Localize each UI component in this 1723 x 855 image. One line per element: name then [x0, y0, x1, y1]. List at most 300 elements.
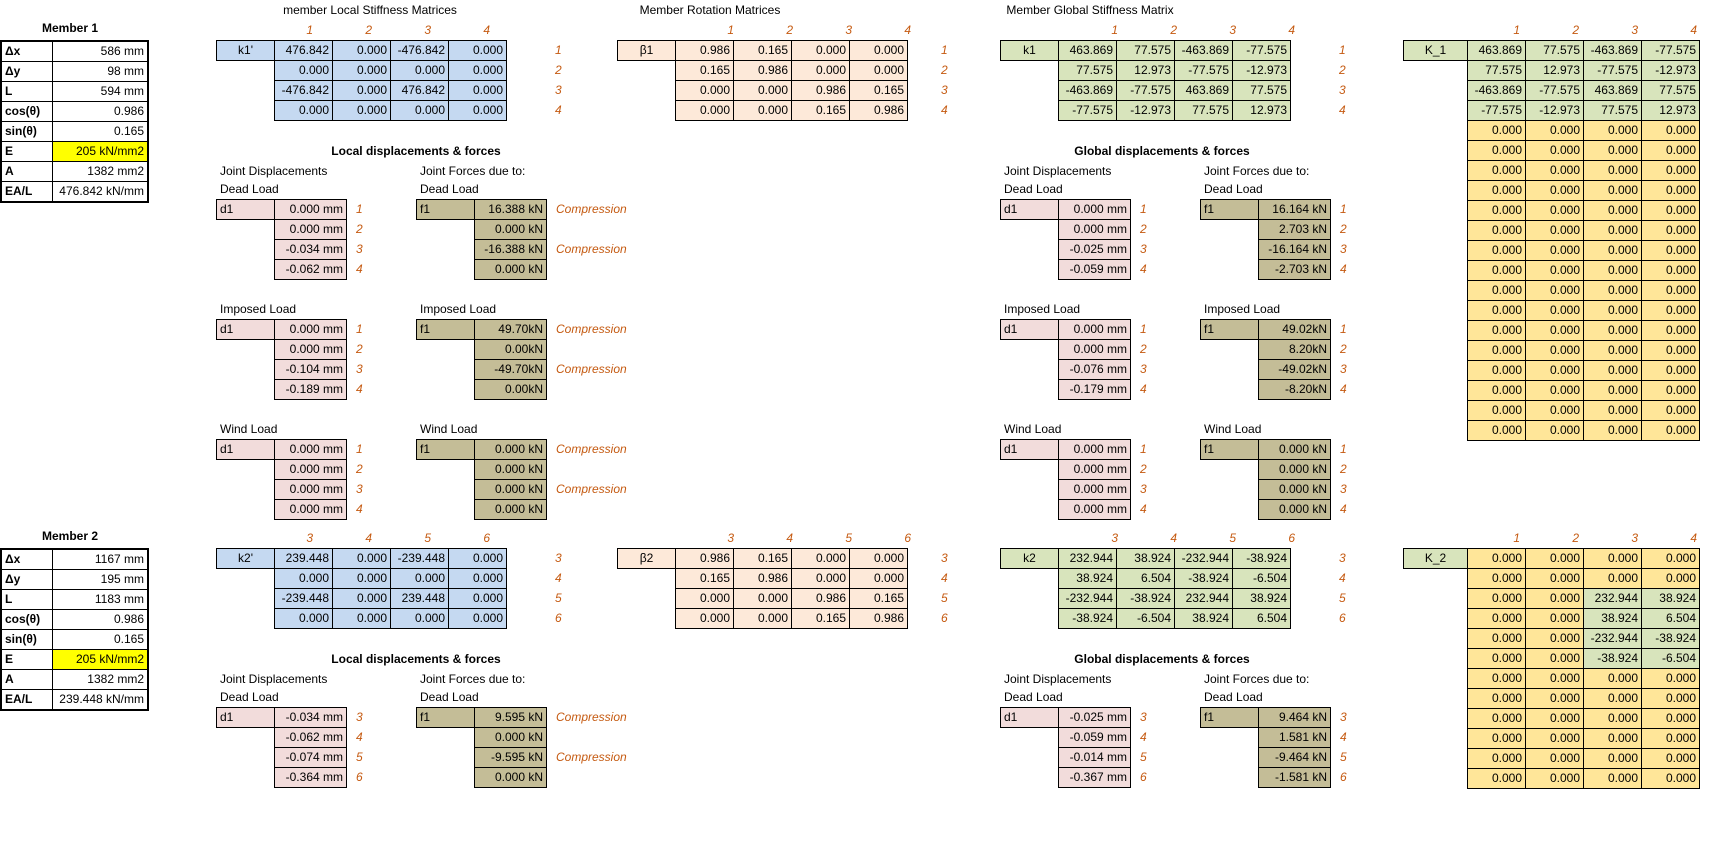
vector-cell[interactable]: -0.059 mm [1059, 260, 1131, 280]
property-name[interactable]: E [1, 650, 53, 670]
empty-cell[interactable] [217, 569, 275, 589]
empty-cell[interactable] [1001, 569, 1059, 589]
empty-cell[interactable] [417, 728, 475, 748]
empty-cell[interactable] [1404, 401, 1468, 421]
empty-cell[interactable] [417, 380, 475, 400]
empty-cell[interactable] [1001, 589, 1059, 609]
empty-cell[interactable] [1404, 649, 1468, 669]
matrix-cell[interactable]: 0.000 [1526, 589, 1584, 609]
matrix-cell[interactable]: 0.000 [1526, 341, 1584, 361]
empty-cell[interactable] [217, 61, 275, 81]
matrix-cell[interactable]: 38.924 [1584, 609, 1642, 629]
matrix-cell[interactable]: -239.448 [391, 549, 449, 569]
matrix-cell[interactable]: 0.000 [1526, 401, 1584, 421]
matrix-cell[interactable]: 0.000 [1642, 201, 1700, 221]
property-value[interactable]: 1183 mm [53, 590, 149, 610]
vector-cell[interactable]: 0.000 mm [1059, 480, 1131, 500]
property-name[interactable]: sin(θ) [1, 630, 53, 650]
property-name[interactable]: cos(θ) [1, 610, 53, 630]
matrix-cell[interactable]: -12.973 [1642, 61, 1700, 81]
matrix-cell[interactable]: 0.000 [1468, 609, 1526, 629]
vector-cell[interactable]: 0.000 kN [475, 500, 547, 520]
vector-label-cell[interactable]: d1 [1001, 708, 1059, 728]
matrix-cell[interactable]: -38.924 [1642, 629, 1700, 649]
empty-cell[interactable] [217, 589, 275, 609]
property-name[interactable]: EA/L [1, 182, 53, 203]
matrix-cell[interactable]: 0.000 [1468, 261, 1526, 281]
vector-cell[interactable]: -9.464 kN [1259, 748, 1331, 768]
matrix-cell[interactable]: 0.165 [734, 549, 792, 569]
matrix-cell[interactable]: 0.000 [1468, 181, 1526, 201]
vector-cell[interactable]: -0.059 mm [1059, 728, 1131, 748]
vector-cell[interactable]: 0.000 kN [475, 220, 547, 240]
empty-cell[interactable] [1404, 421, 1468, 441]
matrix-cell[interactable]: 0.000 [1584, 201, 1642, 221]
empty-cell[interactable] [1001, 220, 1059, 240]
empty-cell[interactable] [1001, 360, 1059, 380]
vector-label-cell[interactable]: f1 [1201, 320, 1259, 340]
matrix-cell[interactable]: 0.000 [1642, 321, 1700, 341]
empty-cell[interactable] [417, 748, 475, 768]
empty-cell[interactable] [217, 768, 275, 788]
empty-cell[interactable] [1201, 728, 1259, 748]
matrix-cell[interactable]: 0.000 [1584, 709, 1642, 729]
empty-cell[interactable] [618, 569, 676, 589]
matrix-label-cell[interactable]: K_2 [1404, 549, 1468, 569]
matrix-cell[interactable]: -38.924 [1117, 589, 1175, 609]
matrix-cell[interactable]: 232.944 [1584, 589, 1642, 609]
empty-cell[interactable] [1404, 201, 1468, 221]
matrix-label-cell[interactable]: β1 [618, 41, 676, 61]
empty-cell[interactable] [217, 728, 275, 748]
matrix-cell[interactable]: 0.000 [1584, 381, 1642, 401]
property-name[interactable]: E [1, 142, 53, 162]
matrix-cell[interactable]: 232.944 [1175, 589, 1233, 609]
matrix-cell[interactable]: 0.000 [1468, 769, 1526, 789]
matrix-cell[interactable]: 0.000 [1468, 341, 1526, 361]
matrix-cell[interactable]: 0.000 [850, 61, 908, 81]
matrix-cell[interactable]: 0.165 [676, 61, 734, 81]
vector-label-cell[interactable]: d1 [217, 320, 275, 340]
empty-cell[interactable] [1404, 81, 1468, 101]
matrix-cell[interactable]: -6.504 [1233, 569, 1291, 589]
vector-cell[interactable]: 0.000 mm [275, 460, 347, 480]
matrix-cell[interactable]: 0.000 [792, 61, 850, 81]
matrix-cell[interactable]: 0.000 [449, 61, 507, 81]
property-value[interactable]: 0.986 [53, 102, 149, 122]
vector-cell[interactable]: 8.20kN [1259, 340, 1331, 360]
matrix-cell[interactable]: -463.869 [1468, 81, 1526, 101]
matrix-cell[interactable]: 38.924 [1059, 569, 1117, 589]
matrix-cell[interactable]: -239.448 [275, 589, 333, 609]
vector-cell[interactable]: 0.000 kN [1259, 440, 1331, 460]
property-name[interactable]: Δy [1, 570, 53, 590]
matrix-cell[interactable]: 0.165 [792, 101, 850, 121]
vector-label-cell[interactable]: f1 [417, 200, 475, 220]
empty-cell[interactable] [417, 480, 475, 500]
matrix-cell[interactable]: 0.000 [1468, 749, 1526, 769]
matrix-cell[interactable]: 0.000 [1526, 181, 1584, 201]
matrix-cell[interactable]: 0.000 [1526, 241, 1584, 261]
matrix-cell[interactable]: 0.000 [1468, 401, 1526, 421]
vector-cell[interactable]: 0.000 mm [275, 220, 347, 240]
empty-cell[interactable] [217, 101, 275, 121]
empty-cell[interactable] [1404, 181, 1468, 201]
empty-cell[interactable] [217, 609, 275, 629]
matrix-cell[interactable]: 0.000 [1526, 121, 1584, 141]
matrix-cell[interactable]: 0.000 [1526, 361, 1584, 381]
matrix-cell[interactable]: 0.000 [1468, 649, 1526, 669]
vector-cell[interactable]: 0.000 mm [1059, 320, 1131, 340]
matrix-cell[interactable]: 0.000 [333, 41, 391, 61]
matrix-cell[interactable]: 0.000 [1584, 361, 1642, 381]
matrix-cell[interactable]: 0.000 [734, 101, 792, 121]
matrix-cell[interactable]: -12.973 [1526, 101, 1584, 121]
matrix-cell[interactable]: 0.000 [1526, 221, 1584, 241]
matrix-cell[interactable]: 0.000 [1526, 201, 1584, 221]
matrix-cell[interactable]: 0.000 [734, 609, 792, 629]
matrix-cell[interactable]: 0.000 [1468, 669, 1526, 689]
matrix-cell[interactable]: 0.000 [1642, 549, 1700, 569]
vector-cell[interactable]: -0.062 mm [275, 260, 347, 280]
empty-cell[interactable] [1404, 381, 1468, 401]
matrix-cell[interactable]: 0.000 [1526, 649, 1584, 669]
matrix-cell[interactable]: -38.924 [1233, 549, 1291, 569]
matrix-cell[interactable]: 0.000 [850, 549, 908, 569]
matrix-cell[interactable]: 0.000 [1468, 729, 1526, 749]
matrix-cell[interactable]: 0.000 [1526, 689, 1584, 709]
matrix-label-cell[interactable]: k1' [217, 41, 275, 61]
matrix-cell[interactable]: -77.575 [1584, 61, 1642, 81]
vector-cell[interactable]: 9.464 kN [1259, 708, 1331, 728]
matrix-cell[interactable]: 0.000 [449, 609, 507, 629]
vector-cell[interactable]: -49.70kN [475, 360, 547, 380]
empty-cell[interactable] [1001, 260, 1059, 280]
empty-cell[interactable] [217, 220, 275, 240]
vector-cell[interactable]: 0.000 mm [275, 500, 347, 520]
empty-cell[interactable] [1404, 629, 1468, 649]
empty-cell[interactable] [618, 61, 676, 81]
matrix-cell[interactable]: 0.000 [1468, 301, 1526, 321]
matrix-cell[interactable]: 232.944 [1059, 549, 1117, 569]
matrix-cell[interactable]: -77.575 [1526, 81, 1584, 101]
empty-cell[interactable] [1404, 261, 1468, 281]
vector-cell[interactable]: 2.703 kN [1259, 220, 1331, 240]
vector-cell[interactable]: -16.164 kN [1259, 240, 1331, 260]
matrix-cell[interactable]: 0.000 [1468, 381, 1526, 401]
property-name[interactable]: Δx [1, 549, 53, 570]
empty-cell[interactable] [217, 480, 275, 500]
matrix-cell[interactable]: -77.575 [1468, 101, 1526, 121]
matrix-cell[interactable]: 0.000 [1468, 161, 1526, 181]
vector-cell[interactable]: -0.179 mm [1059, 380, 1131, 400]
matrix-cell[interactable]: 0.000 [391, 61, 449, 81]
empty-cell[interactable] [217, 380, 275, 400]
matrix-cell[interactable]: 38.924 [1117, 549, 1175, 569]
empty-cell[interactable] [618, 609, 676, 629]
matrix-cell[interactable]: -38.924 [1584, 649, 1642, 669]
empty-cell[interactable] [1404, 341, 1468, 361]
empty-cell[interactable] [1201, 380, 1259, 400]
matrix-cell[interactable]: 0.000 [734, 81, 792, 101]
vector-cell[interactable]: 0.000 mm [275, 320, 347, 340]
property-value[interactable]: 0.165 [53, 630, 149, 650]
empty-cell[interactable] [217, 340, 275, 360]
property-value[interactable]: 205 kN/mm2 [53, 142, 149, 162]
matrix-cell[interactable]: 0.000 [1526, 769, 1584, 789]
matrix-cell[interactable]: 0.000 [1642, 241, 1700, 261]
empty-cell[interactable] [417, 340, 475, 360]
matrix-cell[interactable]: 0.000 [333, 61, 391, 81]
matrix-cell[interactable]: 0.000 [275, 101, 333, 121]
matrix-cell[interactable]: -463.869 [1059, 81, 1117, 101]
property-name[interactable]: L [1, 590, 53, 610]
matrix-cell[interactable]: 77.575 [1059, 61, 1117, 81]
matrix-cell[interactable]: 0.000 [1642, 769, 1700, 789]
vector-cell[interactable]: 1.581 kN [1259, 728, 1331, 748]
property-value[interactable]: 586 mm [53, 41, 149, 62]
empty-cell[interactable] [1404, 609, 1468, 629]
matrix-cell[interactable]: 77.575 [1117, 41, 1175, 61]
matrix-cell[interactable]: 0.000 [1526, 321, 1584, 341]
vector-cell[interactable]: 16.164 kN [1259, 200, 1331, 220]
property-name[interactable]: cos(θ) [1, 102, 53, 122]
vector-cell[interactable]: 0.000 kN [1259, 480, 1331, 500]
matrix-cell[interactable]: 0.000 [676, 81, 734, 101]
matrix-cell[interactable]: 77.575 [1468, 61, 1526, 81]
matrix-cell[interactable]: 0.000 [792, 569, 850, 589]
empty-cell[interactable] [1201, 500, 1259, 520]
vector-label-cell[interactable]: f1 [417, 440, 475, 460]
vector-cell[interactable]: -9.595 kN [475, 748, 547, 768]
matrix-cell[interactable]: 0.000 [1526, 709, 1584, 729]
vector-cell[interactable]: 49.70kN [475, 320, 547, 340]
matrix-cell[interactable]: 0.000 [1468, 201, 1526, 221]
matrix-cell[interactable]: 0.000 [1468, 221, 1526, 241]
vector-label-cell[interactable]: d1 [217, 708, 275, 728]
vector-cell[interactable]: 0.000 mm [1059, 460, 1131, 480]
matrix-cell[interactable]: 0.000 [1584, 421, 1642, 441]
vector-cell[interactable]: 0.000 mm [1059, 500, 1131, 520]
matrix-cell[interactable]: 0.000 [1642, 381, 1700, 401]
property-value[interactable]: 1167 mm [53, 549, 149, 570]
empty-cell[interactable] [417, 240, 475, 260]
matrix-cell[interactable]: 0.000 [850, 41, 908, 61]
empty-cell[interactable] [1201, 240, 1259, 260]
empty-cell[interactable] [618, 101, 676, 121]
matrix-cell[interactable]: 0.000 [449, 549, 507, 569]
empty-cell[interactable] [1201, 460, 1259, 480]
matrix-cell[interactable]: 77.575 [1175, 101, 1233, 121]
matrix-label-cell[interactable]: k2 [1001, 549, 1059, 569]
matrix-cell[interactable]: 0.986 [676, 41, 734, 61]
matrix-cell[interactable]: -6.504 [1642, 649, 1700, 669]
vector-cell[interactable]: 0.000 kN [475, 460, 547, 480]
vector-cell[interactable]: -1.581 kN [1259, 768, 1331, 788]
vector-cell[interactable]: -0.076 mm [1059, 360, 1131, 380]
matrix-cell[interactable]: 0.000 [1468, 361, 1526, 381]
matrix-cell[interactable]: 0.000 [333, 101, 391, 121]
matrix-cell[interactable]: 0.000 [1526, 609, 1584, 629]
matrix-cell[interactable]: 0.000 [1584, 769, 1642, 789]
matrix-cell[interactable]: 463.869 [1584, 81, 1642, 101]
vector-cell[interactable]: -0.014 mm [1059, 748, 1131, 768]
matrix-cell[interactable]: 0.000 [1584, 729, 1642, 749]
empty-cell[interactable] [1404, 301, 1468, 321]
property-value[interactable]: 0.986 [53, 610, 149, 630]
matrix-cell[interactable]: 0.000 [1642, 669, 1700, 689]
empty-cell[interactable] [1201, 360, 1259, 380]
empty-cell[interactable] [417, 500, 475, 520]
matrix-cell[interactable]: 77.575 [1642, 81, 1700, 101]
matrix-cell[interactable]: 38.924 [1642, 589, 1700, 609]
property-value[interactable]: 195 mm [53, 570, 149, 590]
matrix-cell[interactable]: 0.000 [333, 81, 391, 101]
matrix-cell[interactable]: -38.924 [1175, 569, 1233, 589]
matrix-cell[interactable]: 0.000 [1642, 709, 1700, 729]
vector-cell[interactable]: 0.000 kN [475, 768, 547, 788]
matrix-cell[interactable]: 0.986 [792, 589, 850, 609]
vector-label-cell[interactable]: d1 [1001, 200, 1059, 220]
vector-cell[interactable]: 0.000 mm [1059, 220, 1131, 240]
matrix-cell[interactable]: 0.165 [676, 569, 734, 589]
matrix-cell[interactable]: 0.000 [1468, 241, 1526, 261]
empty-cell[interactable] [1404, 221, 1468, 241]
matrix-cell[interactable]: -12.973 [1117, 101, 1175, 121]
matrix-cell[interactable]: 0.000 [792, 549, 850, 569]
matrix-cell[interactable]: 239.448 [275, 549, 333, 569]
matrix-cell[interactable]: 0.000 [1584, 221, 1642, 241]
matrix-cell[interactable]: 0.000 [1584, 121, 1642, 141]
matrix-cell[interactable]: 38.924 [1233, 589, 1291, 609]
matrix-cell[interactable]: 0.000 [1584, 689, 1642, 709]
property-name[interactable]: L [1, 82, 53, 102]
empty-cell[interactable] [417, 220, 475, 240]
property-value[interactable]: 0.165 [53, 122, 149, 142]
vector-cell[interactable]: 0.000 mm [1059, 200, 1131, 220]
property-value[interactable]: 205 kN/mm2 [53, 650, 149, 670]
matrix-cell[interactable]: 6.504 [1642, 609, 1700, 629]
empty-cell[interactable] [1001, 500, 1059, 520]
matrix-cell[interactable]: 0.000 [1642, 569, 1700, 589]
matrix-cell[interactable]: 0.986 [792, 81, 850, 101]
matrix-cell[interactable]: 0.000 [1526, 421, 1584, 441]
matrix-cell[interactable]: 0.000 [275, 61, 333, 81]
matrix-cell[interactable]: 0.000 [1468, 421, 1526, 441]
matrix-cell[interactable]: -77.575 [1233, 41, 1291, 61]
matrix-cell[interactable]: -77.575 [1175, 61, 1233, 81]
matrix-label-cell[interactable]: K_1 [1404, 41, 1468, 61]
matrix-cell[interactable]: 0.000 [1642, 749, 1700, 769]
empty-cell[interactable] [1404, 769, 1468, 789]
property-value[interactable]: 594 mm [53, 82, 149, 102]
property-name[interactable]: Δy [1, 62, 53, 82]
empty-cell[interactable] [1404, 321, 1468, 341]
property-name[interactable]: A [1, 162, 53, 182]
matrix-cell[interactable]: 0.000 [449, 81, 507, 101]
vector-cell[interactable]: 0.000 kN [1259, 460, 1331, 480]
vector-label-cell[interactable]: d1 [1001, 440, 1059, 460]
matrix-cell[interactable]: 0.000 [1584, 749, 1642, 769]
empty-cell[interactable] [1001, 609, 1059, 629]
matrix-cell[interactable]: 77.575 [1233, 81, 1291, 101]
vector-label-cell[interactable]: d1 [217, 440, 275, 460]
matrix-cell[interactable]: 0.000 [1468, 569, 1526, 589]
matrix-cell[interactable]: 0.000 [1584, 241, 1642, 261]
empty-cell[interactable] [1001, 728, 1059, 748]
matrix-cell[interactable]: 0.000 [1642, 729, 1700, 749]
matrix-cell[interactable]: 0.986 [676, 549, 734, 569]
vector-cell[interactable]: -0.034 mm [275, 708, 347, 728]
matrix-cell[interactable]: 0.000 [1584, 141, 1642, 161]
matrix-cell[interactable]: 0.000 [333, 609, 391, 629]
matrix-cell[interactable]: 0.000 [1642, 221, 1700, 241]
empty-cell[interactable] [1001, 460, 1059, 480]
matrix-cell[interactable]: 0.000 [275, 609, 333, 629]
matrix-cell[interactable]: 0.000 [1642, 181, 1700, 201]
empty-cell[interactable] [1201, 220, 1259, 240]
vector-cell[interactable]: 0.000 kN [1259, 500, 1331, 520]
matrix-cell[interactable]: 0.000 [850, 569, 908, 589]
empty-cell[interactable] [217, 500, 275, 520]
empty-cell[interactable] [1001, 480, 1059, 500]
matrix-cell[interactable]: 0.000 [1526, 629, 1584, 649]
vector-cell[interactable]: -0.104 mm [275, 360, 347, 380]
vector-cell[interactable]: -8.20kN [1259, 380, 1331, 400]
empty-cell[interactable] [1201, 480, 1259, 500]
empty-cell[interactable] [1201, 768, 1259, 788]
matrix-cell[interactable]: 0.000 [1468, 629, 1526, 649]
empty-cell[interactable] [1404, 729, 1468, 749]
vector-cell[interactable]: 0.000 kN [475, 480, 547, 500]
vector-label-cell[interactable]: d1 [217, 200, 275, 220]
matrix-cell[interactable]: 0.000 [1584, 569, 1642, 589]
matrix-cell[interactable]: 0.000 [676, 101, 734, 121]
matrix-cell[interactable]: -38.924 [1059, 609, 1117, 629]
empty-cell[interactable] [1404, 141, 1468, 161]
empty-cell[interactable] [217, 240, 275, 260]
empty-cell[interactable] [1404, 709, 1468, 729]
empty-cell[interactable] [217, 460, 275, 480]
empty-cell[interactable] [217, 260, 275, 280]
matrix-cell[interactable]: 0.000 [1526, 161, 1584, 181]
empty-cell[interactable] [1001, 380, 1059, 400]
matrix-cell[interactable]: 0.986 [850, 609, 908, 629]
empty-cell[interactable] [1404, 669, 1468, 689]
empty-cell[interactable] [217, 748, 275, 768]
matrix-cell[interactable]: 0.000 [449, 589, 507, 609]
matrix-cell[interactable]: 0.000 [1642, 141, 1700, 161]
vector-cell[interactable]: 0.000 kN [475, 260, 547, 280]
vector-cell[interactable]: -2.703 kN [1259, 260, 1331, 280]
matrix-cell[interactable]: 0.000 [1584, 281, 1642, 301]
matrix-cell[interactable]: 6.504 [1233, 609, 1291, 629]
matrix-cell[interactable]: 0.000 [333, 569, 391, 589]
matrix-cell[interactable]: -463.869 [1584, 41, 1642, 61]
matrix-cell[interactable]: 476.842 [275, 41, 333, 61]
vector-cell[interactable]: 0.000 kN [475, 440, 547, 460]
matrix-cell[interactable]: 0.165 [850, 589, 908, 609]
matrix-cell[interactable]: 0.165 [850, 81, 908, 101]
matrix-cell[interactable]: 0.000 [1526, 141, 1584, 161]
matrix-cell[interactable]: 0.000 [1584, 301, 1642, 321]
matrix-cell[interactable]: 0.000 [1468, 709, 1526, 729]
vector-cell[interactable]: 0.000 kN [475, 728, 547, 748]
empty-cell[interactable] [1404, 281, 1468, 301]
property-value[interactable]: 239.448 kN/mm [53, 690, 149, 711]
matrix-cell[interactable]: -232.944 [1584, 629, 1642, 649]
matrix-cell[interactable]: 239.448 [391, 589, 449, 609]
